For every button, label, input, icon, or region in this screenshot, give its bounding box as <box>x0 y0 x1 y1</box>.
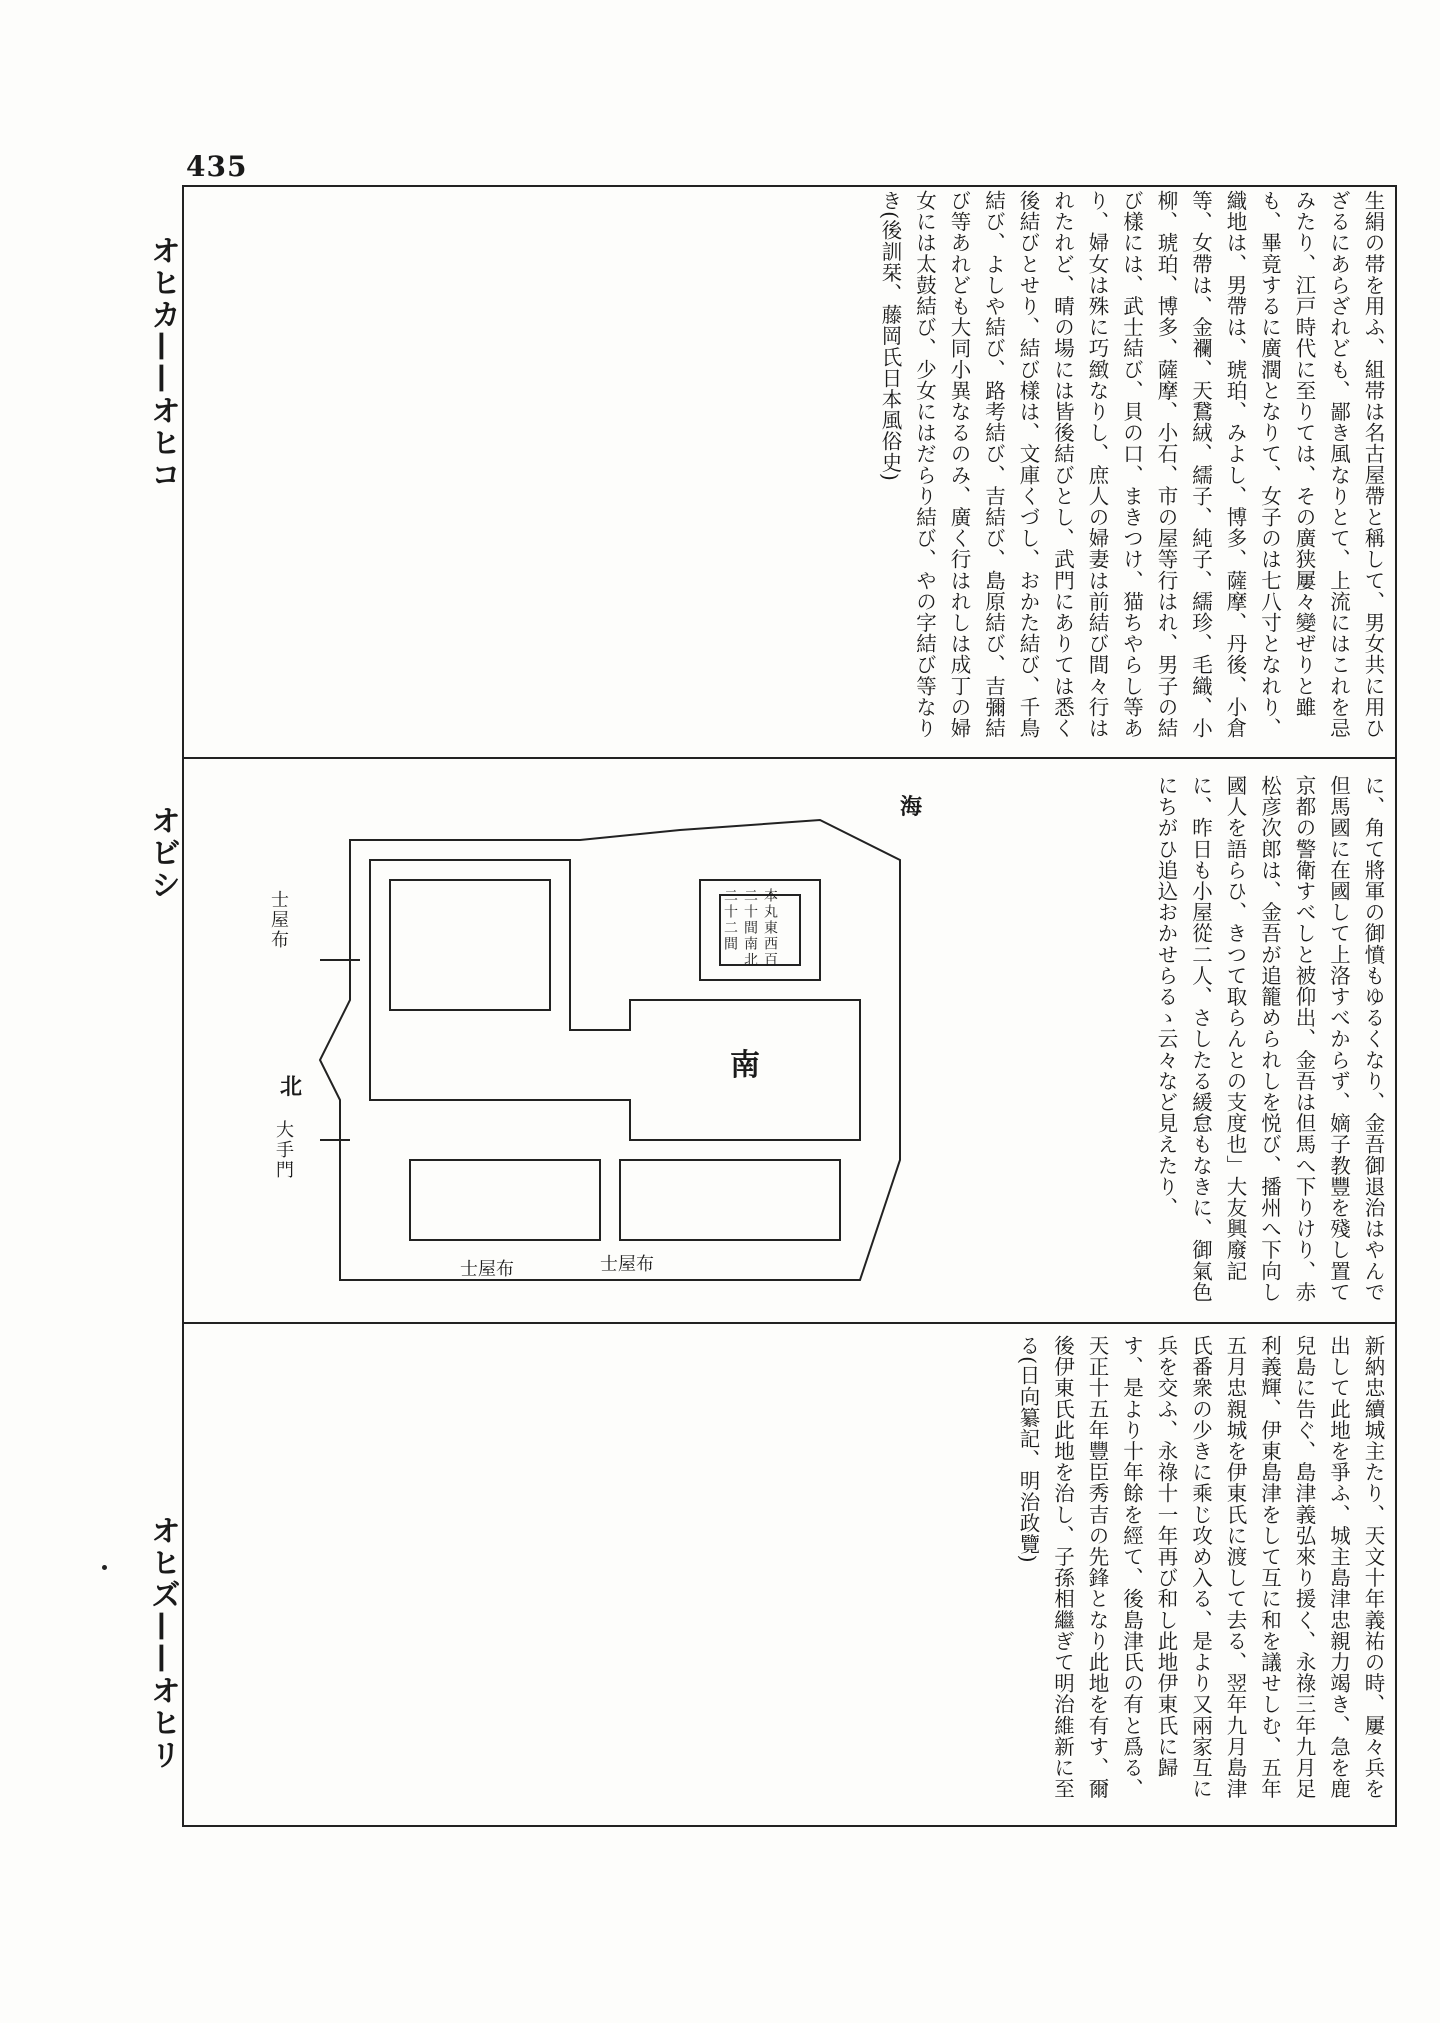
section-3-text <box>190 1335 1390 1820</box>
marginal-heading-obishi: オビシ <box>145 805 180 901</box>
section-divider-lower <box>182 1322 1397 1324</box>
obi-castle-map <box>268 794 923 1300</box>
entry-obi-continued: 生絹の帯を用ふ、組帯は名古屋帶と稱して、男女共に用ひざるにあらざれども、鄙き風なりとて、上流にはこれを忌みたり、江戸時代に至りては、その廣狭屢々變ぜりと雖も、畢竟するに廣濶となりて、女子のは七八寸となれり、織地は、男帶は、琥珀、みよし、博多、薩摩、丹後、小倉等、女帶は、金襴、天鵞絨、繻子、純子、繻珍、毛織、小柳、琥珀、博多、薩摩、小石、市の屋等行はれ、男子の結び樣には、武士結び、貝の口、まきつけ、猫ちやらし等あり、婦女は殊に巧緻なりし、庶人の婦妻は前結び間々行はれたれど、晴の場には皆後結びとし、武門にありては悉く後結びとせり、結び樣は、文庫くづし、おかた結び、千鳥結び、よしや結び、路考結び、吉結び、島原結び、吉彌結び等あれども大同小異なるのみ、廣く行はれしは成丁の婦女には太鼓結び、少女にはだらり結び、やの字結び等なりき(後訓栞、藤岡氏日本風俗史) <box>878 190 1385 739</box>
map-label-road-top: 士屋布 <box>268 890 289 950</box>
map-label-gate: 大手門 <box>273 1120 294 1180</box>
entry-ohikome-continued: に、角て將軍の御憤もゆるくなり、金吾御退治はやんで但馬國に在國して上洛すべからず、嫡子教豐を殘し置て京都の警衛すべしと被仰出、金吾は但馬へ下りけり、赤松彦次郎は、金吾が追籠められしを悦び、播州へ下向し國人を語らひ、きつて取らんとの支度也」大友興廢記に、昨日も小屋從二人、さしたる緩怠もなきに、御氣色にちがひ追込おかせらるゝ云々など見えたり、 <box>1154 775 1385 1303</box>
castle-plan-drawing <box>300 800 920 1300</box>
marginal-heading-okihika: オヒカ——オヒコ <box>145 235 180 491</box>
map-label-castle-note: 本丸東西百二十間南北二十二間 <box>722 888 778 968</box>
section-1-text <box>300 190 1390 750</box>
page-number: 435 <box>186 150 248 183</box>
map-label-north: 北 <box>280 1074 303 1100</box>
print-speck <box>102 1565 107 1570</box>
map-label-road-bottom-left: 士屋布 <box>460 1259 514 1280</box>
section-divider-upper <box>182 757 1397 759</box>
map-label-sea: 海 <box>900 794 923 820</box>
marginal-heading-ohizu: オヒズ——オヒリ <box>145 1515 180 1771</box>
section-2-text-right <box>900 775 1390 1315</box>
map-label-road-bottom-right: 士屋布 <box>600 1254 654 1275</box>
map-label-south: 南 <box>730 1048 760 1083</box>
entry-obishiyau-continued: 新納忠續城主たり、天文十年義祐の時、屢々兵を出して此地を爭ふ、城主島津忠親力竭き、急を鹿兒島に告ぐ、島津義弘來り援く、永祿三年九月足利義輝、伊東島津をして互に和を議せしむ、五年五月忠親城を伊東氏に渡して去る、翌年九月島津氏番衆の少きに乘じ攻め入る、是より又兩家互に兵を交ふ、永祿十一年再び和し此地伊東氏に歸す、是より十年餘を經て、後島津氏の有と爲る、天正十五年豐臣秀吉の先鋒となり此地を有す、爾後伊東氏此地を治し、子孫相繼ぎて明治維新に至る(日向纂記、明治政覽) <box>1016 1335 1385 1800</box>
